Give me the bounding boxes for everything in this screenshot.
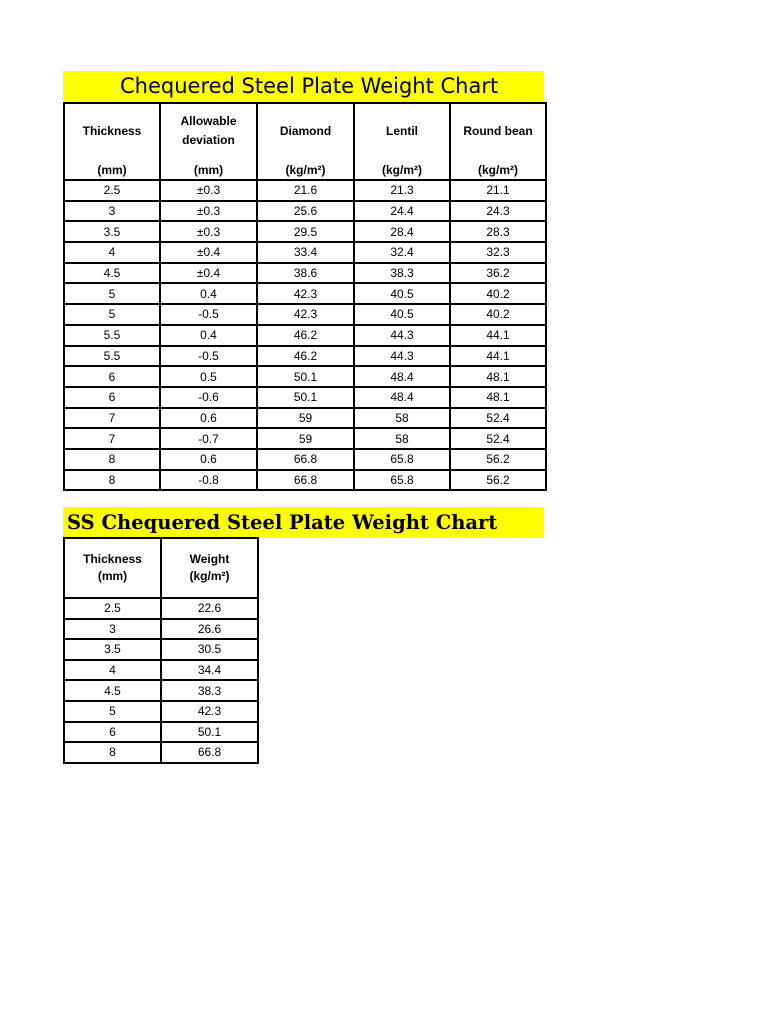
cell-weight: 50.1: [161, 722, 258, 743]
cell-diamond: 25.6: [257, 201, 354, 222]
cell-round-bean: 56.2: [450, 470, 546, 491]
table-row: [64, 742, 258, 763]
header-diamond: [257, 103, 354, 180]
cell-round-bean: 40.2: [450, 283, 546, 304]
cell-deviation: 0.6: [160, 449, 257, 470]
header-label: Thickness: [82, 124, 142, 138]
header-label: Round bean: [463, 124, 533, 138]
cell-round-bean: 36.2: [450, 263, 546, 284]
cell-round-bean: 56.2: [450, 449, 546, 470]
table-row: [64, 598, 258, 619]
cell-lentil: 58: [354, 428, 450, 449]
cell-deviation: -0.6: [160, 387, 257, 408]
cell-deviation: 0.4: [160, 325, 257, 346]
table-row: [64, 242, 546, 263]
cell-weight: 30.5: [161, 639, 258, 660]
header-unit: (kg/m²): [189, 569, 230, 583]
header-unit: (mm): [193, 163, 224, 177]
cell-round-bean: 32.3: [450, 242, 546, 263]
table-row: [64, 283, 546, 304]
cell-thickness: 5: [64, 283, 160, 304]
table-row: [64, 366, 546, 387]
cell-thickness: 4.5: [64, 263, 160, 284]
cell-thickness: 6: [64, 387, 160, 408]
table-row: [64, 722, 258, 743]
cell-diamond: 59: [257, 408, 354, 429]
cell-diamond: 50.1: [257, 387, 354, 408]
table-row: [64, 639, 258, 660]
header-thickness: [64, 103, 160, 180]
header-label: Diamond: [279, 124, 332, 138]
cell-diamond: 66.8: [257, 449, 354, 470]
cell-lentil: 65.8: [354, 470, 450, 491]
cell-deviation: ±0.3: [160, 221, 257, 242]
cell-thickness: 5.5: [64, 346, 160, 367]
table-row: [64, 346, 546, 367]
header-thickness: [64, 538, 161, 598]
table-header-row: [64, 538, 258, 598]
cell-lentil: 48.4: [354, 387, 450, 408]
table-row: [64, 221, 546, 242]
cell-round-bean: 52.4: [450, 428, 546, 449]
table-row: [64, 263, 546, 284]
cell-diamond: 21.6: [257, 180, 354, 201]
cell-lentil: 40.5: [354, 283, 450, 304]
table-row: [64, 449, 546, 470]
cell-thickness: 5: [64, 304, 160, 325]
cell-lentil: 28.4: [354, 221, 450, 242]
cell-round-bean: 21.1: [450, 180, 546, 201]
cell-round-bean: 48.1: [450, 366, 546, 387]
cell-thickness: 4: [64, 660, 161, 681]
table-row: [64, 325, 546, 346]
table-row: [64, 304, 546, 325]
header-lentil: [354, 103, 450, 180]
cell-thickness: 2.5: [64, 598, 161, 619]
cell-deviation: -0.8: [160, 470, 257, 491]
header-round-bean: [450, 103, 546, 180]
table-row: [64, 428, 546, 449]
table-row: [64, 387, 546, 408]
cell-diamond: 46.2: [257, 325, 354, 346]
cell-weight: 34.4: [161, 660, 258, 681]
cell-thickness: 8: [64, 742, 161, 763]
cell-thickness: 3.5: [64, 221, 160, 242]
cell-lentil: 48.4: [354, 366, 450, 387]
cell-thickness: 8: [64, 449, 160, 470]
cell-thickness: 2.5: [64, 180, 160, 201]
cell-thickness: 7: [64, 428, 160, 449]
cell-lentil: 44.3: [354, 346, 450, 367]
table-header-row: [64, 103, 546, 180]
cell-deviation: ±0.4: [160, 242, 257, 263]
header-weight: [161, 538, 258, 598]
cell-diamond: 38.6: [257, 263, 354, 284]
cell-thickness: 5: [64, 701, 161, 722]
cell-thickness: 3: [64, 619, 161, 640]
cell-thickness: 6: [64, 366, 160, 387]
cell-deviation: 0.5: [160, 366, 257, 387]
header-unit: (kg/m²): [382, 163, 422, 177]
cell-thickness: 7: [64, 408, 160, 429]
header-unit: (mm): [97, 163, 127, 177]
chequered-chart-title: Chequered Steel Plate Weight Chart: [63, 71, 544, 102]
cell-lentil: 32.4: [354, 242, 450, 263]
header-label: Lentil: [386, 124, 418, 138]
cell-weight: 26.6: [161, 619, 258, 640]
table-row: [64, 660, 258, 681]
cell-lentil: 40.5: [354, 304, 450, 325]
table-row: [64, 701, 258, 722]
table-row: [64, 470, 546, 491]
cell-round-bean: 44.1: [450, 346, 546, 367]
cell-weight: 66.8: [161, 742, 258, 763]
cell-diamond: 33.4: [257, 242, 354, 263]
header-unit: (kg/m²): [285, 163, 326, 177]
cell-deviation: -0.5: [160, 304, 257, 325]
cell-diamond: 59: [257, 428, 354, 449]
ss-chequered-weight-table: [63, 537, 259, 764]
cell-diamond: 42.3: [257, 304, 354, 325]
cell-deviation: 0.6: [160, 408, 257, 429]
cell-deviation: ±0.3: [160, 180, 257, 201]
cell-round-bean: 40.2: [450, 304, 546, 325]
table-row: [64, 680, 258, 701]
cell-thickness: 4.5: [64, 680, 161, 701]
cell-thickness: 8: [64, 470, 160, 491]
cell-deviation: 0.4: [160, 283, 257, 304]
cell-diamond: 46.2: [257, 346, 354, 367]
header-unit: (mm): [97, 569, 128, 583]
cell-deviation: -0.7: [160, 428, 257, 449]
cell-lentil: 24.4: [354, 201, 450, 222]
cell-diamond: 66.8: [257, 470, 354, 491]
cell-lentil: 65.8: [354, 449, 450, 470]
cell-thickness: 5.5: [64, 325, 160, 346]
cell-round-bean: 24.3: [450, 201, 546, 222]
cell-round-bean: 52.4: [450, 408, 546, 429]
cell-round-bean: 28.3: [450, 221, 546, 242]
cell-round-bean: 44.1: [450, 325, 546, 346]
cell-diamond: 29.5: [257, 221, 354, 242]
header-allowable-deviation: [160, 103, 257, 180]
cell-lentil: 58: [354, 408, 450, 429]
cell-weight: 22.6: [161, 598, 258, 619]
cell-weight: 42.3: [161, 701, 258, 722]
cell-diamond: 50.1: [257, 366, 354, 387]
cell-deviation: ±0.4: [160, 263, 257, 284]
table-row: [64, 180, 546, 201]
cell-weight: 38.3: [161, 680, 258, 701]
chequered-weight-table: [63, 102, 547, 491]
cell-round-bean: 48.1: [450, 387, 546, 408]
cell-lentil: 44.3: [354, 325, 450, 346]
cell-deviation: -0.5: [160, 346, 257, 367]
header-label: Weight: [189, 552, 230, 566]
cell-deviation: ±0.3: [160, 201, 257, 222]
cell-thickness: 4: [64, 242, 160, 263]
table-row: [64, 201, 546, 222]
cell-lentil: 21.3: [354, 180, 450, 201]
header-label: Thickness: [83, 552, 142, 566]
cell-thickness: 3.5: [64, 639, 161, 660]
header-label: Allowable deviation: [180, 114, 237, 147]
table-row: [64, 408, 546, 429]
table-row: [64, 619, 258, 640]
cell-thickness: 6: [64, 722, 161, 743]
header-unit: (kg/m²): [478, 163, 518, 177]
cell-thickness: 3: [64, 201, 160, 222]
ss-chequered-chart-title: SS Chequered Steel Plate Weight Chart: [63, 507, 544, 538]
cell-diamond: 42.3: [257, 283, 354, 304]
cell-lentil: 38.3: [354, 263, 450, 284]
